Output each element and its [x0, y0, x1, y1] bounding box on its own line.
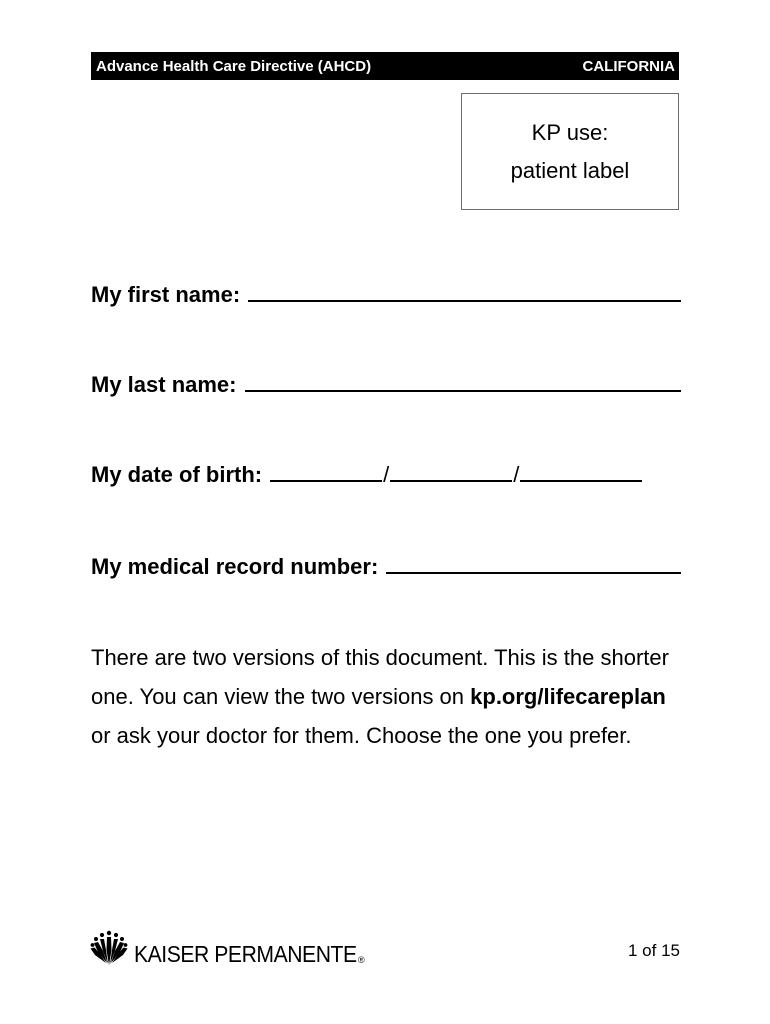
intro-text-2: or ask your doctor for them. Choose the one you prefer.: [91, 723, 632, 748]
dob-day-field[interactable]: [390, 460, 512, 482]
registered-mark: ®: [358, 955, 365, 965]
dob-year-field[interactable]: [520, 460, 642, 482]
dob-row: [91, 460, 642, 488]
mrn-field[interactable]: [386, 552, 681, 574]
patient-label-box: [461, 93, 679, 210]
document-title: Advance Health Care Directive (AHCD): [96, 57, 372, 75]
mrn-row: [91, 552, 681, 580]
last-name-row: [91, 370, 681, 398]
document-header: [91, 52, 679, 80]
dob-separator: /: [383, 462, 390, 487]
kaiser-people-icon: [90, 930, 128, 966]
intro-paragraph: [91, 638, 681, 755]
last-name-field[interactable]: [245, 370, 682, 392]
kaiser-logo-text: KAISER PERMANENTE: [134, 941, 357, 967]
first-name-label: My first name:: [91, 282, 241, 307]
last-name-label: My last name:: [91, 372, 237, 397]
patient-label-line1: KP use:: [531, 119, 609, 145]
mrn-label: My medical record number:: [91, 554, 379, 579]
first-name-field[interactable]: [248, 280, 681, 302]
state-label: CALIFORNIA: [582, 57, 675, 75]
kaiser-logo: [90, 930, 365, 966]
patient-label-line2: patient label: [510, 157, 630, 183]
first-name-row: [91, 280, 681, 308]
intro-text-1: There are two versions of this document. This is the shorter one. You can view the two versions on: [91, 645, 669, 709]
page-number: 1 of 15: [628, 941, 680, 960]
lifecareplan-link[interactable]: kp.org/lifecareplan: [470, 684, 666, 709]
dob-label: My date of birth:: [91, 462, 263, 487]
dob-separator: /: [513, 462, 520, 487]
dob-month-field[interactable]: [270, 460, 382, 482]
